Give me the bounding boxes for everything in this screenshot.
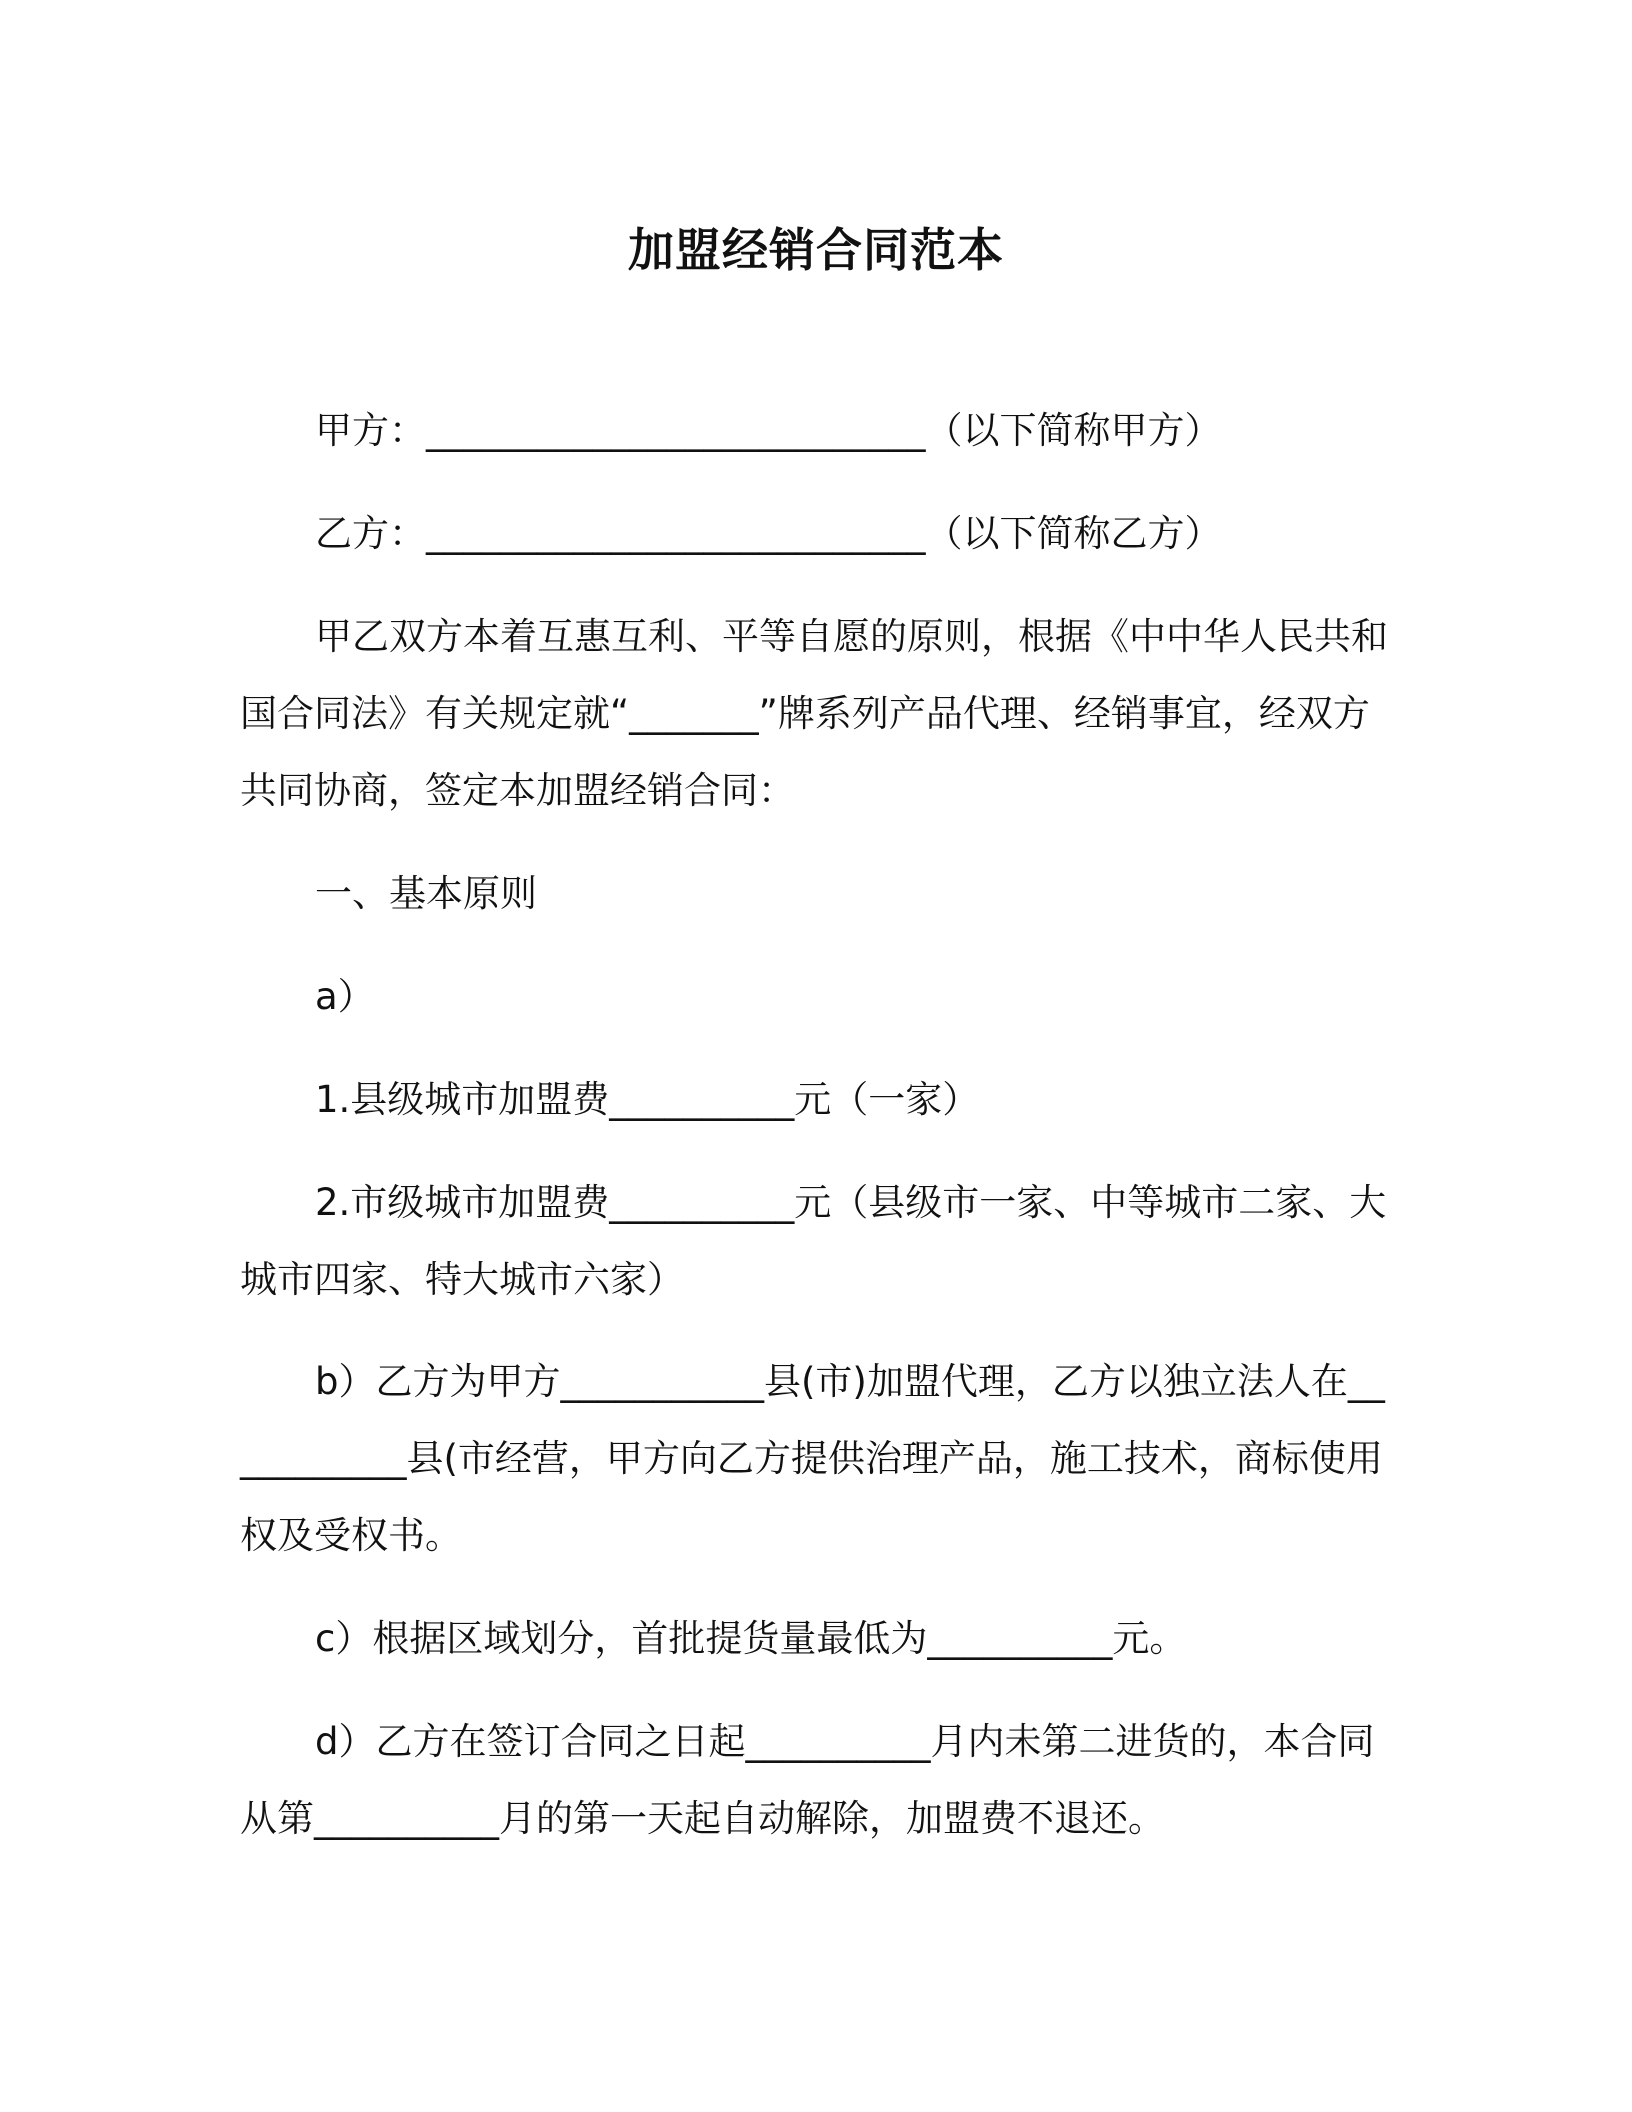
section-heading-basic-principles: 一、基本原则	[315, 872, 537, 915]
clause-d-paragraph: d）乙方在签订合同之日起__________月内未第二进货的，本合同从第__________月的第一天起自动解除，加盟费不退还。	[240, 1720, 1375, 1840]
party-b-line: 乙方：___________________________（以下简称乙方）	[315, 512, 1222, 555]
clause-c-paragraph: c）根据区域划分，首批提货量最低为__________元。	[315, 1617, 1187, 1660]
clause-b-paragraph: b）乙方为甲方___________县(市)加盟代理，乙方以独立法人在___________县(市经营，甲方向乙方提供治理产品，施工技术，商标使用权及受权书。	[240, 1360, 1385, 1557]
clause-a-label: a）	[315, 975, 375, 1018]
county-fee-line: 1.县级城市加盟费__________元（一家）	[315, 1078, 980, 1121]
preamble-paragraph: 甲乙双方本着互惠互利、平等自愿的原则，根据《中中华人民共和国合同法》有关规定就“_______”牌系列产品代理、经销事宜，经双方共同协商，签定本加盟经销合同：	[240, 615, 1388, 812]
city-fee-paragraph: 2.市级城市加盟费__________元（县级市一家、中等城市二家、大城市四家、特大城市六家）	[240, 1181, 1387, 1301]
document-title: 加盟经销合同范本	[628, 223, 1004, 277]
party-a-line: 甲方：___________________________（以下简称甲方）	[315, 409, 1222, 452]
